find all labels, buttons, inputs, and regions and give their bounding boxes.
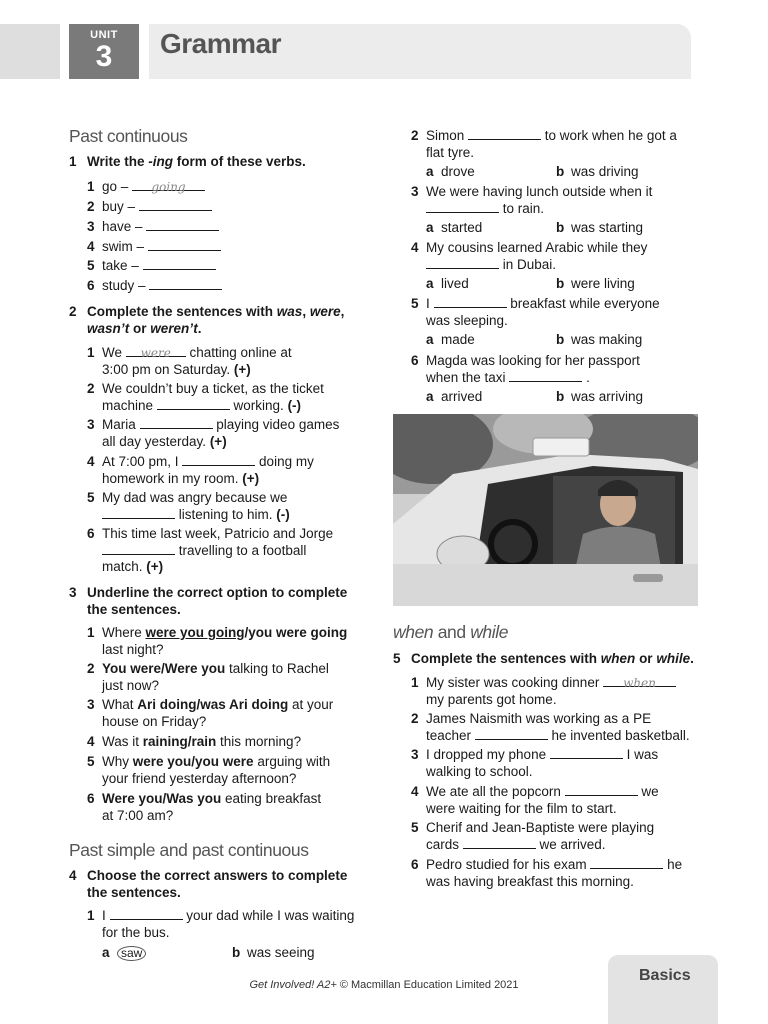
item-number: 4 (87, 454, 95, 469)
option-letter: b (232, 945, 241, 960)
answer-blank[interactable] (565, 784, 638, 796)
exercise-2-instruction (69, 304, 369, 337)
option-letter: a (426, 332, 434, 347)
sign-marker: (+) (146, 559, 164, 574)
item-text: doing my (255, 454, 314, 469)
item-number: 3 (87, 417, 95, 432)
taxi-driver-photo (393, 414, 698, 606)
answer-blank[interactable] (182, 454, 255, 466)
exercise-number: 4 (69, 868, 77, 883)
section-title-word: and (433, 622, 471, 642)
option-b[interactable] (556, 276, 635, 293)
ex3-item-3 (87, 697, 377, 730)
item-text: We couldn’t buy a ticket, as the ticket (102, 381, 324, 396)
item-text: my parents got home. (426, 691, 557, 707)
item-text: walking to school. (426, 763, 533, 779)
item-text: Pedro studied for his exam (426, 857, 591, 872)
item-text: flat tyre. (426, 144, 475, 160)
item-text: listening to him. (175, 506, 277, 522)
section-title-past-simple-continuous: Past simple and past continuous (69, 840, 309, 860)
ex2-item-6 (87, 526, 367, 576)
item-text: Was it (102, 734, 143, 749)
option-letter: a (426, 220, 434, 235)
item-text: James Naismith was working as a PE (426, 711, 652, 726)
item-text: all day yesterday. (102, 433, 210, 449)
item-text: working. (229, 397, 288, 413)
item-text: chatting online at (185, 345, 292, 360)
item-text: at your (288, 697, 334, 712)
ex2-item-1 (87, 345, 367, 378)
section-title-word: when (393, 622, 434, 642)
item-number: 5 (411, 820, 419, 835)
handwritten-answer: when (623, 676, 656, 690)
option-a[interactable] (426, 276, 469, 293)
answer-blank[interactable] (140, 417, 213, 429)
instruction-emphasis: was (276, 304, 303, 319)
item-text: was sleeping. (426, 312, 508, 328)
item-text: breakfast while everyone (506, 296, 660, 311)
item-text: 3:00 pm on Saturday. (102, 361, 234, 377)
item-text: this morning? (216, 734, 302, 749)
item-number: 3 (411, 184, 419, 199)
answer-blank[interactable] (146, 219, 219, 231)
instruction-emphasis: -ing (148, 154, 174, 169)
ex5-item-5 (411, 820, 711, 853)
item-text: I was (622, 747, 659, 762)
item-text: buy – (102, 199, 139, 214)
exercise-1-instruction (69, 154, 369, 171)
ex4-item-3 (411, 184, 701, 217)
item-text: What (102, 697, 138, 712)
item-text: talking to Rachel (225, 661, 329, 676)
exercise-number: 1 (69, 154, 77, 169)
ex4-item-5 (411, 296, 701, 329)
ex3-item-1 (87, 625, 377, 658)
option-text: arrived (441, 389, 483, 404)
answer-blank[interactable] (157, 398, 230, 410)
option-text: was arriving (571, 389, 644, 404)
instruction-emphasis: while (656, 651, 691, 666)
item-text: teacher (426, 727, 475, 743)
option-a[interactable] (426, 389, 482, 406)
item-number: 2 (411, 711, 419, 726)
instruction-text: Complete the sentences with (411, 651, 601, 666)
answer-blank[interactable] (102, 543, 175, 555)
option-letter: b (556, 276, 565, 291)
item-text: My cousins learned Arabic while they (426, 240, 648, 255)
item-number: 6 (411, 857, 419, 872)
option-text: was seeing (247, 945, 315, 960)
sign-marker: (-) (276, 506, 290, 522)
item-number: 5 (87, 754, 95, 769)
item-text: he (663, 857, 683, 872)
answer-blank[interactable] (463, 837, 536, 849)
instruction-text: Choose the correct answers to complete (87, 868, 348, 883)
item-text: we (637, 784, 659, 799)
option-letter: a (426, 164, 434, 179)
item-number: 4 (87, 239, 95, 254)
section-title-when-while (393, 624, 508, 641)
handwritten-answer: were (140, 346, 171, 360)
item-text: your dad while I was waiting (182, 908, 355, 923)
header-left-block (0, 24, 60, 79)
ex3-item-5 (87, 754, 377, 787)
item-text: homework in my room. (102, 470, 243, 486)
option-text: drove (441, 164, 475, 179)
item-number: 1 (87, 908, 95, 923)
answer-blank[interactable] (110, 908, 183, 920)
item-text: in Dubai. (499, 256, 557, 272)
ex4-item-1 (87, 908, 387, 941)
item-number: 1 (411, 675, 419, 690)
option-letter: b (556, 220, 565, 235)
exercise-4-instruction (69, 868, 379, 901)
item-number: 4 (411, 784, 419, 799)
answer-blank[interactable] (603, 675, 676, 690)
answer-blank[interactable] (149, 278, 222, 290)
sign-marker: (+) (242, 470, 260, 486)
item-text: Why (102, 754, 133, 769)
option-text: made (441, 332, 475, 347)
answer-blank[interactable] (475, 728, 548, 740)
ex2-item-4 (87, 454, 367, 487)
option-choice[interactable]: raining/rain (142, 734, 217, 749)
ex1-item (87, 179, 205, 196)
item-text: At 7:00 pm, I (102, 454, 183, 469)
item-text: cards (426, 836, 463, 852)
ex4-item-2 (411, 128, 701, 161)
item-text: we arrived. (535, 836, 606, 852)
option-a[interactable] (102, 945, 146, 962)
option-text: was making (571, 332, 643, 347)
unit-badge (69, 24, 139, 79)
answer-blank[interactable] (426, 257, 499, 269)
item-number: 5 (87, 490, 95, 505)
underlined-choice[interactable]: were you going (145, 625, 245, 640)
option-choice[interactable]: Ari doing/was Ari doing (137, 697, 289, 712)
section-title-past-continuous: Past continuous (69, 126, 188, 146)
option-text: lived (441, 276, 469, 291)
circled-answer: saw (117, 946, 146, 961)
copyright-text: © Macmillan Education Limited 2021 (336, 979, 519, 991)
exercise-number: 3 (69, 585, 77, 600)
answer-blank[interactable] (139, 199, 212, 211)
item-text: I (102, 908, 110, 923)
answer-blank[interactable] (102, 507, 175, 519)
item-text: study – (102, 278, 150, 293)
ex4-item-4 (411, 240, 701, 273)
exercise-number: 2 (69, 304, 77, 319)
option-text: were living (571, 276, 635, 291)
item-text: to rain. (499, 200, 545, 216)
ex2-item-3 (87, 417, 367, 450)
ex3-item-4 (87, 734, 377, 751)
option-a[interactable] (426, 220, 482, 237)
item-number: 3 (87, 219, 95, 234)
item-text: last night? (102, 641, 164, 657)
option-a[interactable] (426, 164, 475, 181)
item-number: 6 (87, 278, 95, 293)
instruction-text: or (635, 651, 657, 666)
option-letter: a (102, 945, 110, 960)
option-b[interactable] (232, 945, 315, 962)
exercise-3-instruction (69, 585, 379, 618)
answer-blank[interactable] (509, 370, 582, 382)
option-choice[interactable]: were you/you were (132, 754, 254, 769)
instruction-text: Write the (87, 154, 149, 169)
option-b[interactable] (556, 389, 643, 406)
item-text: when the taxi (426, 369, 510, 385)
option-b[interactable] (556, 220, 643, 237)
item-number: 3 (411, 747, 419, 762)
item-number: 4 (411, 240, 419, 255)
item-text: This time last week, Patricio and Jorge (102, 526, 334, 541)
ex5-item-2 (411, 711, 711, 744)
instruction-text: the sentences. (87, 884, 181, 900)
item-number: 6 (87, 791, 95, 806)
item-text: Maria (102, 417, 140, 432)
option-letter: b (556, 164, 565, 179)
answer-blank[interactable] (550, 747, 623, 759)
ex1-item (87, 239, 221, 256)
ex1-item (87, 258, 216, 275)
item-text: for the bus. (102, 924, 170, 940)
item-number: 5 (87, 258, 95, 273)
ex2-item-2 (87, 381, 367, 414)
instruction-text: the sentences. (87, 601, 181, 617)
ex5-item-1 (411, 675, 711, 708)
ex2-item-5 (87, 490, 367, 523)
item-text: Cherif and Jean-Baptiste were playing (426, 820, 655, 835)
handwritten-answer: going (151, 180, 186, 194)
item-text: at 7:00 am? (102, 807, 174, 823)
item-text: We (102, 345, 126, 360)
item-number: 1 (87, 179, 95, 194)
option-a[interactable] (426, 332, 475, 349)
item-text: machine (102, 397, 157, 413)
item-number: 2 (87, 199, 95, 214)
item-text: to work when he got a (541, 128, 677, 143)
item-text: house on Friday? (102, 713, 207, 729)
ex4-item-6 (411, 353, 701, 386)
item-text: take – (102, 258, 143, 273)
instruction-text: Underline the correct option to complete (87, 585, 348, 600)
item-text: My dad was angry because we (102, 490, 288, 505)
item-number: 3 (87, 697, 95, 712)
item-text: your friend yesterday afternoon? (102, 770, 297, 786)
option-choice[interactable]: /you were going (244, 625, 348, 640)
item-text: playing video games (212, 417, 340, 432)
item-text: I dropped my phone (426, 747, 550, 762)
instruction-text: Complete the sentences with (87, 304, 277, 319)
instruction-emphasis: when (600, 651, 636, 666)
option-letter: b (556, 389, 565, 404)
ex3-item-2 (87, 661, 377, 694)
unit-label: UNIT (90, 29, 118, 41)
instruction-emphasis: wasn’t (87, 320, 130, 336)
answer-blank[interactable] (468, 128, 541, 140)
option-letter: a (426, 389, 434, 404)
item-text: We were having lunch outside when it (426, 184, 653, 199)
answer-blank[interactable] (126, 345, 186, 360)
option-b[interactable] (556, 332, 642, 349)
title-band (149, 24, 691, 79)
answer-blank[interactable] (434, 296, 507, 308)
item-text: Magda was looking for her passport (426, 353, 640, 368)
page-title: Grammar (160, 28, 282, 59)
instruction-text: . (197, 320, 202, 336)
instruction-emphasis: weren’t (150, 320, 198, 336)
section-title-word: while (470, 622, 509, 642)
ex5-item-6 (411, 857, 711, 890)
option-letter: b (556, 332, 565, 347)
item-text: travelling to a football (175, 542, 307, 558)
instruction-text: , (340, 304, 345, 319)
instruction-text: . (690, 651, 694, 666)
item-text: swim – (102, 239, 148, 254)
option-text: was starting (571, 220, 644, 235)
answer-blank[interactable] (143, 258, 216, 270)
item-number: 2 (87, 381, 95, 396)
item-number: 5 (411, 296, 419, 311)
item-text: I (426, 296, 434, 311)
item-number: 2 (411, 128, 419, 143)
item-text: Where (102, 625, 146, 640)
sign-marker: (-) (287, 397, 302, 413)
answer-blank[interactable] (426, 201, 499, 213)
item-text: go – (102, 179, 133, 194)
item-text: he invented basketball. (547, 727, 690, 743)
item-text: were waiting for the film to start. (426, 800, 617, 816)
item-number: 6 (87, 526, 95, 541)
item-text: We ate all the popcorn (426, 784, 565, 799)
item-text: match. (102, 559, 147, 574)
basics-tab-label: Basics (639, 967, 691, 984)
book-title: Get Involved! A2+ (249, 979, 337, 991)
option-text: was driving (571, 164, 639, 179)
answer-blank[interactable] (132, 179, 205, 194)
item-number: 4 (87, 734, 95, 749)
item-text: Simon (426, 128, 469, 143)
ex3-item-6 (87, 791, 377, 824)
option-choice[interactable]: You were/Were you (102, 661, 226, 676)
sign-marker: (+) (233, 361, 251, 377)
exercise-number: 5 (393, 651, 401, 666)
option-choice[interactable]: Were you/Was you (102, 791, 222, 806)
ex5-item-3 (411, 747, 711, 780)
ex1-item (87, 199, 212, 216)
item-text: was having breakfast this morning. (426, 873, 634, 889)
exercise-5-instruction (393, 651, 713, 668)
option-text: started (441, 220, 483, 235)
instruction-text: form of these verbs. (173, 154, 306, 169)
option-b[interactable] (556, 164, 639, 181)
sign-marker: (+) (209, 433, 227, 449)
taxi-driver-illustration (393, 414, 698, 606)
item-text: arguing with (253, 754, 331, 769)
instruction-emphasis: were (309, 304, 341, 319)
ex1-item (87, 219, 219, 236)
instruction-text: or (129, 320, 151, 336)
ex5-item-4 (411, 784, 711, 817)
unit-number: 3 (95, 40, 113, 73)
item-text: . (582, 369, 590, 385)
item-text: have – (102, 219, 147, 234)
item-number: 1 (87, 345, 95, 360)
option-letter: a (426, 276, 434, 291)
item-text: eating breakfast (221, 791, 322, 806)
instruction-text: , (302, 304, 310, 319)
item-text: My sister was cooking dinner (426, 675, 604, 690)
answer-blank[interactable] (148, 239, 221, 251)
item-text: just now? (102, 677, 160, 693)
item-number: 6 (411, 353, 419, 368)
item-number: 1 (87, 625, 95, 640)
item-number: 2 (87, 661, 95, 676)
basics-tab[interactable] (608, 955, 718, 1024)
ex1-item (87, 278, 222, 295)
answer-blank[interactable] (590, 857, 663, 869)
